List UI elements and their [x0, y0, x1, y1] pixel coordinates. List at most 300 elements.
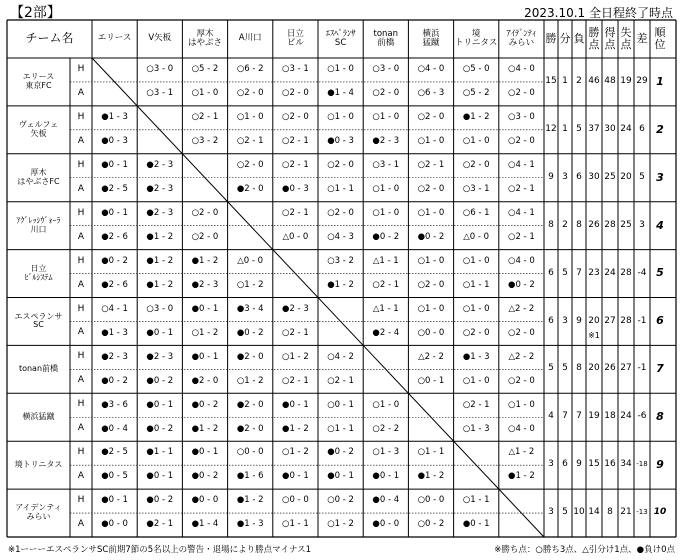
score-away: ○3 - 1 [146, 88, 174, 99]
score-home: ○3 - 0 [508, 112, 535, 123]
stat-value: 7 [562, 411, 568, 422]
stat-value: 20 [620, 171, 632, 182]
score-away: ●2 - 3 [372, 136, 400, 147]
score-home: ○1 - 2 [282, 447, 309, 458]
score-home: ●0 - 1 [191, 447, 219, 458]
score-home: ○2 - 0 [462, 160, 490, 171]
score-home: ○2 - 0 [191, 207, 219, 218]
stat-value: 3 [562, 315, 568, 326]
score-away: ○1 - 1 [327, 423, 354, 434]
stat-value: 3 [639, 219, 645, 230]
away-label: A [77, 471, 85, 482]
stat-value: 20 [588, 315, 600, 326]
stat-value: 25 [604, 171, 616, 182]
score-away: ○1 - 1 [462, 279, 490, 290]
score-away: ○2 - 1 [282, 375, 309, 386]
score-away: ○1 - 0 [417, 136, 445, 147]
stat-value: 15 [545, 76, 557, 86]
score-away: ○2 - 1 [236, 136, 264, 147]
score-home: ○1 - 0 [372, 207, 400, 218]
score-home: ●1 - 2 [462, 112, 490, 123]
score-away: ●1 - 2 [191, 423, 219, 434]
header-opponent-line1: V矢板 [148, 33, 172, 44]
score-away: ○2 - 0 [417, 279, 445, 290]
rank-value: 1 [656, 74, 664, 88]
score-away: ●2 - 6 [101, 279, 128, 290]
score-home: ○1 - 0 [508, 399, 535, 410]
stat-value: 27 [604, 315, 616, 326]
score-home: ○1 - 0 [462, 255, 490, 266]
score-away: ○2 - 1 [508, 231, 535, 242]
team-name-line2: 川口 [30, 224, 47, 234]
header-stat: 分 [559, 32, 571, 46]
team-name-line2: はやぶさFC [17, 176, 60, 186]
score-home: ○2 - 0 [417, 112, 445, 123]
score-home: △1 - 2 [508, 447, 535, 458]
score-away: ○1 - 3 [462, 423, 490, 434]
stat-value: 5 [562, 363, 568, 374]
stat-value: -18 [636, 460, 648, 469]
score-away: ○2 - 0 [508, 375, 535, 386]
score-home: ○6 - 1 [462, 207, 490, 218]
stat-value: 28 [604, 219, 616, 230]
score-home: ●1 - 1 [146, 447, 174, 458]
score-home: ○2 - 0 [282, 112, 309, 123]
header-opponent [363, 20, 408, 58]
away-label: A [77, 87, 85, 98]
stat-value: 8 [576, 363, 582, 374]
team-name-line2: SC [33, 320, 44, 330]
stat-value: 4 [548, 411, 554, 422]
stat-value: -4 [637, 267, 647, 278]
score-away: ●0 - 0 [101, 519, 128, 530]
score-away: ○1 - 1 [282, 519, 309, 530]
header-opponent-line1: tonan [373, 28, 399, 39]
header-opponent-line2: SC [334, 38, 347, 48]
score-home: ●3 - 4 [236, 303, 264, 314]
stat-value: -1 [637, 363, 647, 374]
header-opponent-line1: 日立 [286, 28, 304, 39]
score-home: ○3 - 1 [372, 160, 400, 171]
score-away: ●2 - 4 [372, 327, 400, 338]
header-opponent [137, 20, 182, 58]
score-home: ○1 - 0 [417, 255, 445, 266]
stat-value: 18 [604, 411, 616, 422]
score-home: ●1 - 3 [462, 351, 490, 362]
stat-value: 19 [588, 411, 600, 422]
score-away: ●2 - 5 [101, 184, 128, 195]
score-home: ○2 - 0 [236, 160, 264, 171]
stat-value: 5 [639, 171, 645, 182]
stat-value: 21 [620, 507, 632, 518]
header-opponent-line1: エリース [97, 33, 132, 44]
score-home: ○1 - 0 [372, 112, 400, 123]
score-home: ○0 - 0 [282, 495, 309, 506]
stat-value: 24 [620, 123, 632, 134]
score-home: ○1 - 1 [462, 495, 490, 506]
score-away: ●0 - 2 [101, 375, 128, 386]
score-away: ●0 - 1 [282, 471, 309, 482]
score-away: ○2 - 0 [372, 88, 400, 99]
header-stat: 勝点 [588, 26, 600, 51]
away-label: A [77, 519, 85, 530]
footer-note-left: ※1ーーーエスペランサSC前期7節の5名以上の警告・退場により勝点マイナス1 [8, 545, 312, 555]
header-opponent [454, 20, 499, 58]
rank-value: 3 [656, 170, 664, 184]
away-label: A [77, 375, 85, 386]
stat-value: 1 [562, 76, 568, 86]
team-name [7, 393, 70, 441]
home-label: H [77, 64, 85, 75]
stat-value: 2 [562, 219, 568, 230]
team-name [7, 441, 70, 489]
score-home: ●3 - 6 [101, 399, 128, 410]
score-home: ○4 - 0 [508, 64, 535, 75]
score-home: ○4 - 1 [101, 303, 128, 314]
header-stat: 得点 [604, 26, 616, 51]
score-away: ●1 - 2 [146, 279, 174, 290]
score-away: ○2 - 0 [417, 184, 445, 195]
header-opponent-line1: 厚木 [196, 28, 214, 39]
stat-value: 28 [620, 315, 632, 326]
stat-value: 5 [576, 123, 582, 134]
score-away: ○1 - 2 [236, 279, 264, 290]
score-away: ○1 - 0 [372, 184, 400, 195]
stat-value: -1 [637, 315, 647, 326]
header-opponent-line1: ｱｲﾃﾞﾝﾃｨ [506, 28, 537, 39]
score-home: △2 - 2 [508, 351, 535, 362]
score-away: ●2 - 6 [101, 231, 128, 242]
score-home: ○2 - 1 [282, 160, 309, 171]
score-home: ○5 - 0 [462, 64, 490, 75]
score-away: ●0 - 2 [146, 423, 174, 434]
score-away: ●2 - 1 [146, 519, 174, 530]
score-home: △1 - 1 [372, 255, 399, 266]
score-home: ●1 - 2 [236, 495, 264, 506]
team-name [7, 345, 70, 393]
score-away: ●0 - 1 [146, 471, 174, 482]
team-name-line1: 厚木 [30, 167, 47, 177]
score-away: ○6 - 3 [417, 88, 445, 99]
away-label: A [77, 135, 85, 146]
score-away: ●0 - 2 [372, 231, 400, 242]
score-home: ○0 - 1 [327, 399, 354, 410]
score-away: △0 - 0 [282, 231, 309, 242]
score-home: ○3 - 2 [327, 255, 354, 266]
score-home: ●2 - 3 [101, 351, 128, 362]
team-name-line1: エリース [22, 72, 55, 82]
stat-value: 9 [576, 315, 582, 326]
score-home: ○2 - 1 [191, 112, 219, 123]
stat-value: 16 [604, 459, 616, 470]
team-name-line2: みらい [26, 512, 51, 522]
stat-value: 6 [562, 459, 568, 470]
score-away: ●0 - 4 [101, 423, 128, 434]
score-home: △2 - 2 [508, 303, 535, 314]
team-name-line1: ｱｸﾞﾚｯｼｳﾞｫｰﾗ [16, 215, 61, 225]
stat-value: 5 [562, 267, 568, 278]
score-home: ○4 - 1 [508, 160, 535, 171]
stat-value: 37 [588, 123, 600, 134]
home-label: H [77, 207, 85, 218]
score-away: ●0 - 2 [236, 327, 264, 338]
away-label: A [77, 231, 85, 242]
away-label: A [77, 423, 85, 434]
score-away: ○2 - 0 [282, 88, 309, 99]
score-away: ●0 - 1 [146, 327, 174, 338]
score-away: ○1 - 2 [191, 327, 219, 338]
score-away: ○1 - 0 [191, 88, 219, 99]
score-away: ●0 - 3 [101, 136, 128, 147]
score-away: ○2 - 1 [508, 184, 535, 195]
stat-value: 20 [588, 363, 600, 374]
score-away: ●0 - 2 [417, 231, 445, 242]
header-opponent [318, 20, 363, 58]
score-home: ●1 - 2 [146, 255, 174, 266]
team-name-line1: 横浜猛蹴 [22, 411, 55, 421]
score-home: ○3 - 0 [372, 64, 400, 75]
score-away: ○1 - 1 [327, 184, 354, 195]
score-home: ●0 - 2 [101, 255, 128, 266]
score-away: ●1 - 2 [508, 471, 535, 482]
stat-value: 8 [576, 219, 582, 230]
score-home: ●0 - 1 [101, 495, 128, 506]
stat-value: 7 [576, 411, 582, 422]
header-stat: 負 [573, 32, 585, 46]
header-team-name: チーム名 [25, 31, 74, 46]
score-home: ○1 - 2 [282, 351, 309, 362]
away-label: A [77, 327, 85, 338]
score-home: ●2 - 5 [101, 447, 128, 458]
score-home: ○4 - 1 [508, 207, 535, 218]
team-name [7, 250, 70, 298]
home-label: H [77, 495, 85, 506]
home-label: H [77, 351, 85, 362]
score-away: ●2 - 3 [191, 279, 219, 290]
team-name-line1: アイデンティ [15, 503, 62, 513]
team-name-line2: 矢板 [30, 128, 47, 138]
stat-value: 6 [548, 315, 554, 326]
score-away: ●1 - 2 [282, 423, 309, 434]
score-home: ●2 - 3 [282, 303, 309, 314]
score-away: ○2 - 0 [508, 88, 535, 99]
score-home: ●1 - 2 [191, 255, 219, 266]
header-opponent-line1: ｴｽﾍﾟﾗﾝｻ [325, 28, 356, 39]
score-home: ●0 - 1 [191, 351, 219, 362]
score-home: ●0 - 4 [372, 495, 400, 506]
score-home: ○1 - 0 [462, 303, 490, 314]
score-home: ○2 - 0 [327, 207, 354, 218]
score-home: △1 - 1 [372, 303, 399, 314]
header-opponent [182, 20, 227, 58]
score-home: ●0 - 1 [282, 399, 309, 410]
score-home: ○4 - 2 [327, 351, 354, 362]
score-away: ●1 - 2 [417, 471, 445, 482]
score-away: ○2 - 0 [462, 327, 490, 338]
team-name [7, 154, 70, 202]
score-home: ●0 - 2 [191, 399, 219, 410]
stat-value: 24 [620, 411, 632, 422]
team-name [7, 58, 70, 106]
score-away: ●1 - 3 [236, 519, 264, 530]
stat-value: 7 [576, 267, 582, 278]
score-away: ●1 - 3 [101, 327, 128, 338]
score-away: ○3 - 2 [191, 136, 219, 147]
score-home: ○1 - 0 [417, 207, 445, 218]
score-away: ●0 - 1 [372, 471, 400, 482]
score-away: ○0 - 1 [417, 375, 445, 386]
score-away: ○1 - 0 [462, 136, 490, 147]
stat-value: 26 [588, 219, 600, 230]
team-name-line1: 境トリニタス [14, 459, 63, 469]
away-label: A [77, 279, 85, 290]
score-home: ●2 - 3 [146, 351, 174, 362]
score-home: ●2 - 3 [146, 207, 174, 218]
score-home: ○2 - 0 [327, 160, 354, 171]
score-away: ●0 - 1 [327, 471, 354, 482]
league-title: 【2部】 [10, 5, 61, 21]
penalty-note: ※1 [588, 330, 600, 340]
score-away: ○2 - 1 [327, 375, 354, 386]
stat-value: 6 [548, 267, 554, 278]
rank-value: 7 [656, 362, 664, 376]
score-away: ○3 - 1 [462, 184, 490, 195]
stat-value: 8 [548, 219, 554, 230]
score-home: △0 - 0 [237, 255, 264, 266]
stat-value: 25 [620, 219, 632, 230]
stat-value: 10 [573, 507, 585, 518]
header-stat: 勝 [545, 32, 557, 46]
score-away: ●1 - 6 [236, 471, 264, 482]
score-away: ●0 - 3 [327, 136, 354, 147]
home-label: H [77, 447, 85, 458]
score-away: ○2 - 2 [372, 423, 400, 434]
header-opponent-line2: トリニタス [455, 38, 498, 48]
score-away: ○5 - 2 [462, 88, 490, 99]
stat-value: 6 [576, 171, 582, 182]
home-label: H [77, 303, 85, 314]
score-home: ○1 - 1 [417, 447, 445, 458]
score-away: ○4 - 0 [508, 423, 535, 434]
header-stat: 順位 [654, 26, 666, 51]
home-label: H [77, 399, 85, 410]
header-stat: 失点 [620, 26, 632, 51]
score-away: ●2 - 0 [191, 375, 219, 386]
team-name-line1: tonan前橋 [18, 363, 59, 373]
header-opponent-line1: 横浜 [422, 28, 440, 39]
stat-value: 29 [636, 76, 648, 86]
header-opponent-line2: はやぶさ [187, 38, 222, 48]
score-home: ○5 - 2 [191, 64, 219, 75]
score-away: ●2 - 0 [236, 184, 264, 195]
score-home: ○2 - 1 [282, 207, 309, 218]
score-home: ●0 - 0 [191, 495, 219, 506]
header-opponent-line2: みらい [508, 38, 535, 48]
score-away: ●1 - 4 [191, 519, 219, 530]
score-away: ○0 - 0 [417, 327, 445, 338]
header-opponent-line1: A川口 [238, 33, 262, 44]
status-date: 2023.10.1 全日程終了時点 [524, 6, 673, 20]
team-name-line1: ヴェルフェ [18, 120, 59, 130]
score-home: ○0 - 0 [236, 447, 264, 458]
score-home: ●0 - 1 [191, 303, 219, 314]
score-away: ●0 - 2 [508, 279, 535, 290]
rank-value: 2 [656, 122, 664, 136]
stat-value: 48 [604, 76, 616, 86]
header-opponent-line2: 猛蹴 [422, 38, 440, 48]
score-home: ○1 - 3 [372, 447, 400, 458]
stat-value: 9 [576, 459, 582, 470]
score-away: ●0 - 5 [101, 471, 128, 482]
stat-value: 12 [545, 123, 557, 134]
score-home: ●0 - 2 [327, 447, 354, 458]
stat-value: 5 [562, 507, 568, 518]
score-home: ●0 - 2 [146, 495, 174, 506]
stat-value: 30 [604, 123, 616, 134]
score-home: ●2 - 3 [146, 160, 174, 171]
stat-value: 34 [620, 459, 632, 470]
stat-value: 3 [562, 171, 568, 182]
stat-value: 14 [588, 507, 600, 518]
score-home: ●0 - 1 [146, 399, 174, 410]
score-home: ●2 - 0 [236, 399, 264, 410]
stat-value: 19 [620, 76, 632, 86]
score-away: ●0 - 0 [372, 519, 400, 530]
stat-value: -13 [636, 508, 648, 517]
score-away: ●0 - 3 [282, 184, 309, 195]
score-home: ○1 - 0 [236, 112, 264, 123]
header-opponent [92, 20, 137, 58]
stat-value: 8 [607, 507, 613, 518]
score-home: ○2 - 1 [417, 160, 445, 171]
score-away: ○4 - 3 [327, 231, 354, 242]
team-name [7, 202, 70, 250]
stat-value: 23 [588, 267, 600, 278]
stat-value: 9 [548, 171, 554, 182]
stat-value: 27 [620, 363, 632, 374]
stat-value: 15 [588, 459, 600, 470]
footer-note-right: ※勝ち点：○勝ち3点、△引分け1点、●負け0点 [494, 545, 675, 555]
score-home: ○0 - 0 [417, 495, 445, 506]
team-name-line2: 東京FC [25, 80, 52, 90]
rank-value: 4 [656, 218, 664, 232]
score-away: ○2 - 1 [372, 279, 400, 290]
score-home: ○3 - 1 [282, 64, 309, 75]
score-away: ○0 - 2 [417, 519, 445, 530]
rank-value: 10 [653, 507, 667, 518]
score-away: ●0 - 1 [462, 519, 490, 530]
score-home: ●2 - 0 [236, 351, 264, 362]
header-opponent-line2: 前橋 [377, 38, 395, 48]
score-home: ●0 - 1 [101, 207, 128, 218]
header-opponent-line1: 境 [471, 28, 481, 39]
score-home: ○1 - 0 [417, 303, 445, 314]
score-home: ○3 - 0 [146, 64, 174, 75]
score-home: △2 - 2 [418, 351, 444, 362]
stat-value: 28 [620, 267, 632, 278]
team-name-line1: 日立 [30, 263, 47, 273]
stat-value: 1 [562, 123, 568, 134]
header-opponent-line2: ビル [286, 38, 304, 48]
score-home: ○3 - 0 [146, 303, 174, 314]
score-away: ○1 - 2 [327, 519, 354, 530]
stat-value: 5 [548, 363, 554, 374]
stat-value: 46 [588, 76, 600, 86]
score-away: ○2 - 0 [191, 231, 219, 242]
score-away: ●1 - 2 [146, 231, 174, 242]
header-opponent [273, 20, 318, 58]
score-home: ○6 - 2 [236, 64, 264, 75]
